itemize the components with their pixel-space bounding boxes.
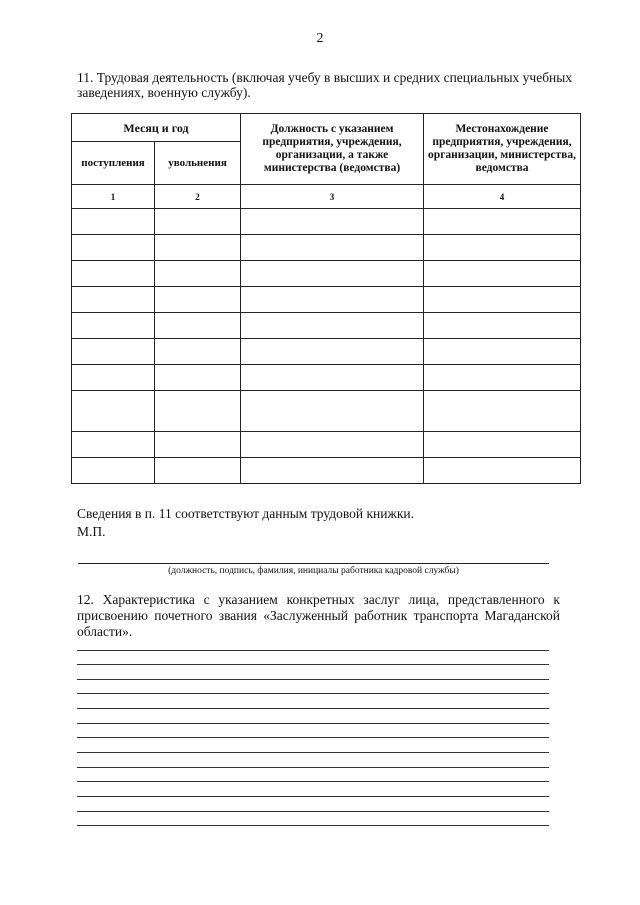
table-cell[interactable] xyxy=(72,261,155,287)
header-end: увольнения xyxy=(155,142,241,185)
column-number-3: 3 xyxy=(241,185,424,209)
section-11-title xyxy=(77,70,577,100)
table-cell[interactable] xyxy=(241,458,424,484)
table-row xyxy=(72,458,581,484)
table-cell[interactable] xyxy=(72,339,155,365)
writing-line[interactable] xyxy=(77,650,549,651)
section-11-title-line-2: заведениях, военную службу). xyxy=(77,85,251,100)
section-11-title-line-1: 11. Трудовая деятельность (включая учебу в высших и средних специальных учебных xyxy=(77,70,573,85)
header-location: Местонахождение предприятия, учреждения, организации, министерства, ведомства xyxy=(424,114,581,185)
table-cell[interactable] xyxy=(424,209,581,235)
table-cell[interactable] xyxy=(241,391,424,432)
header-start: поступления xyxy=(72,142,155,185)
writing-line[interactable] xyxy=(77,781,549,782)
table-cell[interactable] xyxy=(424,458,581,484)
writing-line[interactable] xyxy=(77,737,549,738)
column-number-1: 1 xyxy=(72,185,155,209)
writing-line[interactable] xyxy=(77,708,549,709)
column-number-4: 4 xyxy=(424,185,581,209)
table-row xyxy=(72,235,581,261)
table-cell[interactable] xyxy=(241,235,424,261)
table-cell[interactable] xyxy=(155,391,241,432)
table-cell[interactable] xyxy=(424,365,581,391)
table-row xyxy=(72,365,581,391)
table-cell[interactable] xyxy=(241,313,424,339)
table-cell[interactable] xyxy=(72,287,155,313)
table-cell[interactable] xyxy=(241,365,424,391)
section-12-line-1: 12. Характеристика с указанием конкретных заслуг лица, представленного к xyxy=(77,592,560,607)
writing-line[interactable] xyxy=(77,693,549,694)
table-row xyxy=(72,339,581,365)
table-row xyxy=(72,432,581,458)
table-cell[interactable] xyxy=(155,313,241,339)
table-cell[interactable] xyxy=(424,391,581,432)
table-cell[interactable] xyxy=(241,339,424,365)
writing-line[interactable] xyxy=(77,825,549,826)
writing-line[interactable] xyxy=(77,767,549,768)
table-cell[interactable] xyxy=(155,339,241,365)
table-cell[interactable] xyxy=(155,458,241,484)
table-cell[interactable] xyxy=(424,313,581,339)
table-cell[interactable] xyxy=(424,287,581,313)
writing-line[interactable] xyxy=(77,679,549,680)
header-month-year: Месяц и год xyxy=(72,114,241,142)
confirmation-text: Сведения в п. 11 соответствуют данным трудовой книжки. xyxy=(77,506,414,521)
table-cell[interactable] xyxy=(424,235,581,261)
table-row xyxy=(72,287,581,313)
writing-line[interactable] xyxy=(77,752,549,753)
table-cell[interactable] xyxy=(424,339,581,365)
table-cell[interactable] xyxy=(72,235,155,261)
table-cell[interactable] xyxy=(155,235,241,261)
table-cell[interactable] xyxy=(155,365,241,391)
table-cell[interactable] xyxy=(241,261,424,287)
table-row xyxy=(72,261,581,287)
table-row xyxy=(72,209,581,235)
writing-line[interactable] xyxy=(77,811,549,812)
table-cell[interactable] xyxy=(155,209,241,235)
signature-caption: (должность, подпись, фамилия, инициалы работника кадровой службы) xyxy=(168,566,459,576)
writing-line[interactable] xyxy=(77,723,549,724)
table-cell[interactable] xyxy=(155,261,241,287)
writing-line[interactable] xyxy=(77,664,549,665)
table-cell[interactable] xyxy=(72,432,155,458)
table-cell[interactable] xyxy=(72,209,155,235)
table-cell[interactable] xyxy=(72,458,155,484)
table-cell[interactable] xyxy=(155,287,241,313)
table-cell[interactable] xyxy=(424,261,581,287)
table-cell[interactable] xyxy=(72,313,155,339)
stamp-label: М.П. xyxy=(77,524,106,539)
column-number-2: 2 xyxy=(155,185,241,209)
table-cell[interactable] xyxy=(72,391,155,432)
table-row xyxy=(72,313,581,339)
writing-line[interactable] xyxy=(77,796,549,797)
section-12-text xyxy=(77,592,560,640)
signature-line[interactable] xyxy=(78,563,549,564)
table-cell[interactable] xyxy=(155,432,241,458)
page-number: 2 xyxy=(316,31,324,46)
table-cell[interactable] xyxy=(424,432,581,458)
section-12-line-2: присвоению почетного звания «Заслуженный работник транспорта Магаданской xyxy=(77,608,560,623)
table-cell[interactable] xyxy=(241,209,424,235)
section-12-line-3: области». xyxy=(77,624,133,639)
table-cell[interactable] xyxy=(72,365,155,391)
table-cell[interactable] xyxy=(241,432,424,458)
table-cell[interactable] xyxy=(241,287,424,313)
header-position: Должность с указанием предприятия, учреждения, организации, а также министерства (ведомства) xyxy=(241,114,424,185)
work-history-table xyxy=(71,113,581,484)
table-row xyxy=(72,391,581,432)
